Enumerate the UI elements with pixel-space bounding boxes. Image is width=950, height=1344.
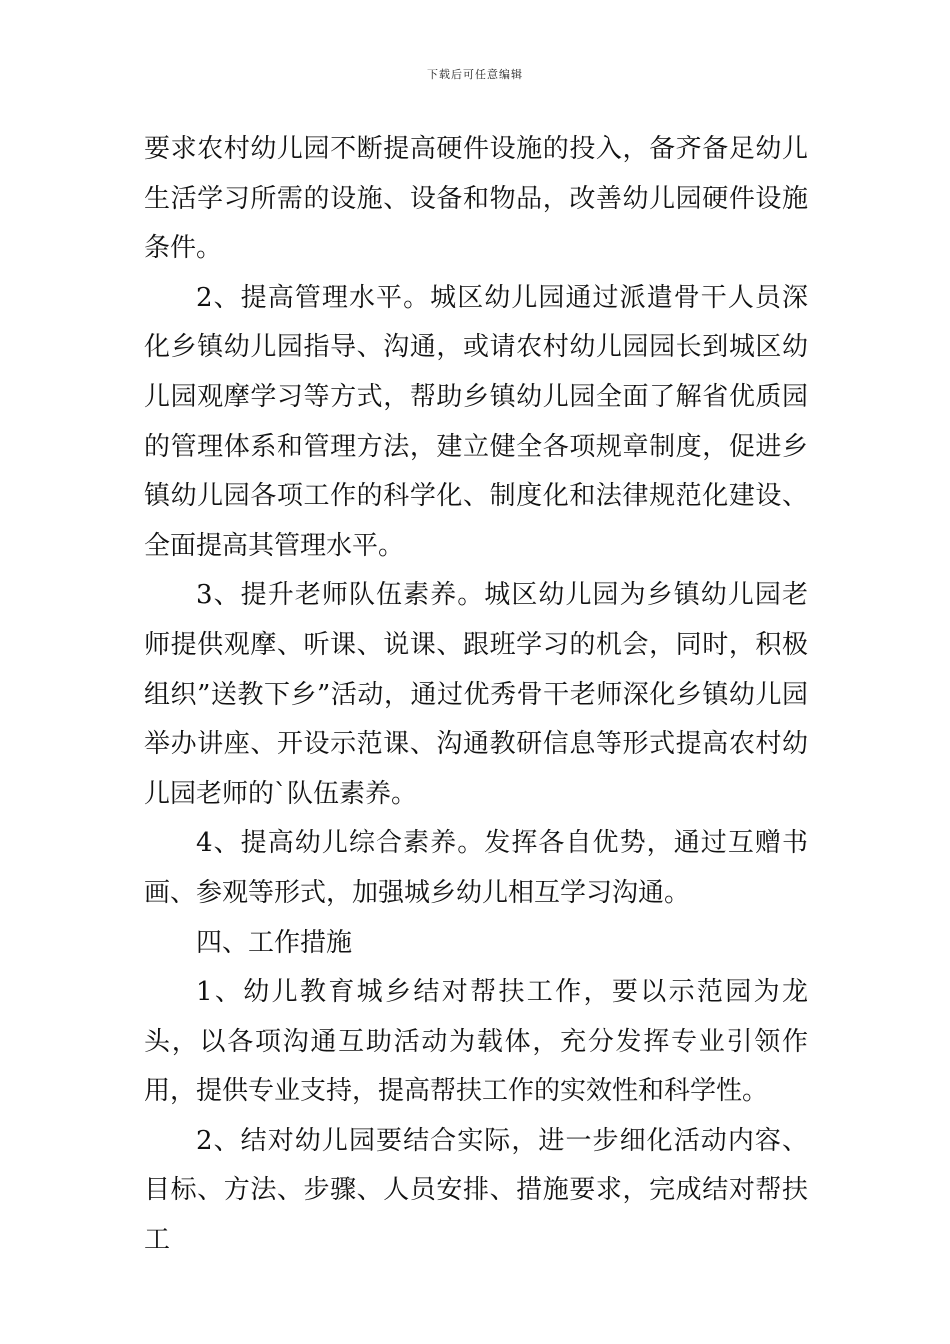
paragraph-measure-1: 1、幼儿教育城乡结对帮扶工作，要以示范园为龙头，以各项沟通互助活动为载体，充分发挥专业引领作用，提供专业支持，提高帮扶工作的实效性和科学性。	[144, 977, 808, 1107]
document-body	[144, 125, 808, 1266]
paragraph-measure-2: 2、结对幼儿园要结合实际，进一步细化活动内容、目标、方法、步骤、人员安排、措施要求，完成结对帮扶工	[144, 1125, 808, 1256]
paragraph-continuation: 要求农村幼儿园不断提高硬件设施的投入，备齐备足幼儿生活学习所需的设施、设备和物品，改善幼儿园硬件设施条件。	[144, 134, 808, 264]
section-heading-measures: 四、工作措施	[196, 927, 353, 958]
paragraph-teacher-quality: 3、提升老师队伍素养。城区幼儿园为乡镇幼儿园老师提供观摩、听课、说课、跟班学习的机会，同时，积极组织”送教下乡”活动，通过优秀骨干老师深化乡镇幼儿园举办讲座、开设示范课、沟通教研信息等形式提高农村幼儿园老师的`队伍素养。	[144, 580, 808, 809]
paragraph-management-level: 2、提高管理水平。城区幼儿园通过派遣骨干人员深化乡镇幼儿园指导、沟通，或请农村幼儿园园长到城区幼儿园观摩学习等方式，帮助乡镇幼儿园全面了解省优质园的管理体系和管理方法，建立健全各项规章制度，促进乡镇幼儿园各项工作的科学化、制度化和法律规范化建设、全面提高其管理水平。	[144, 282, 808, 561]
header-note: 下载后可任意编辑	[427, 68, 523, 81]
paragraph-child-quality: 4、提高幼儿综合素养。发挥各自优势，通过互赠书画、参观等形式，加强城乡幼儿相互学习沟通。	[144, 828, 808, 908]
